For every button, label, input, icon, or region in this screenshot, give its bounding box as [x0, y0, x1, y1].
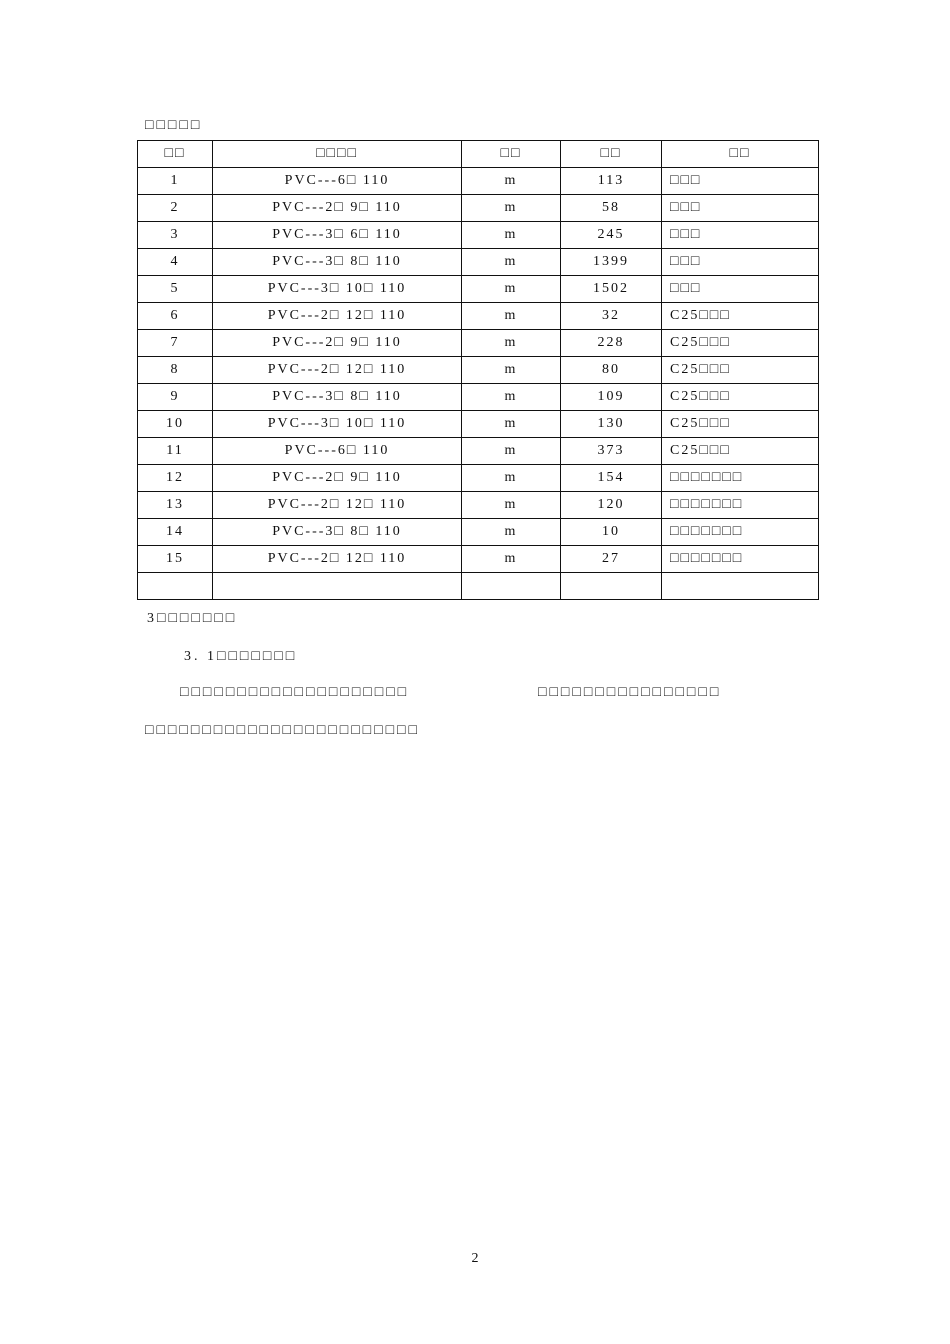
- table-cell-unit: m: [462, 168, 561, 195]
- table-cell-remark: □□□□□□□: [662, 465, 819, 492]
- table-row: [138, 573, 819, 600]
- table-row: [138, 357, 819, 384]
- table-cell-spec: PVC---6□ 110: [213, 438, 462, 465]
- table-cell-index: 12: [138, 465, 213, 492]
- table-cell-remark: □□□: [662, 168, 819, 195]
- table-cell-quantity: 109: [561, 384, 662, 411]
- paragraph-line-1-part-a: □□□□□□□□□□□□□□□□□□□□: [180, 685, 410, 700]
- table-cell-index: 11: [138, 438, 213, 465]
- table-header-row: [138, 141, 819, 168]
- table-cell-spec: [213, 573, 462, 600]
- table-cell-index: 1: [138, 168, 213, 195]
- header-cell-quantity: □□: [561, 141, 662, 168]
- table-row: [138, 438, 819, 465]
- table-cell-unit: m: [462, 276, 561, 303]
- table-cell-unit: [462, 573, 561, 600]
- table-row: [138, 303, 819, 330]
- table-cell-index: 13: [138, 492, 213, 519]
- section-heading-3: 3□□□□□□□: [147, 611, 238, 626]
- table-cell-remark: □□□: [662, 249, 819, 276]
- table-cell-spec: PVC---3□ 8□ 110: [213, 249, 462, 276]
- table-cell-remark: C25□□□: [662, 303, 819, 330]
- table-cell-remark: C25□□□: [662, 384, 819, 411]
- table-cell-quantity: 27: [561, 546, 662, 573]
- table-cell-unit: m: [462, 465, 561, 492]
- table-cell-spec: PVC---6□ 110: [213, 168, 462, 195]
- table-cell-quantity: 80: [561, 357, 662, 384]
- table-cell-quantity: 32: [561, 303, 662, 330]
- section-heading-3-1: 3. 1□□□□□□□: [184, 649, 298, 664]
- table-cell-unit: m: [462, 411, 561, 438]
- table-cell-quantity: 120: [561, 492, 662, 519]
- table-cell-remark: [662, 573, 819, 600]
- table-cell-spec: PVC---2□ 12□ 110: [213, 357, 462, 384]
- table-row: [138, 276, 819, 303]
- table-cell-index: 10: [138, 411, 213, 438]
- header-cell-spec: □□□□: [213, 141, 462, 168]
- table-cell-remark: □□□□□□□: [662, 492, 819, 519]
- table-cell-quantity: [561, 573, 662, 600]
- table-cell-remark: □□□: [662, 195, 819, 222]
- page-number: 2: [471, 1251, 479, 1266]
- table-cell-spec: PVC---2□ 12□ 110: [213, 546, 462, 573]
- table-cell-index: [138, 573, 213, 600]
- table-row: [138, 411, 819, 438]
- table-cell-remark: C25□□□: [662, 438, 819, 465]
- table-cell-unit: m: [462, 222, 561, 249]
- table-cell-spec: PVC---3□ 10□ 110: [213, 276, 462, 303]
- table-cell-spec: PVC---2□ 9□ 110: [213, 195, 462, 222]
- table-row: [138, 384, 819, 411]
- table-cell-index: 6: [138, 303, 213, 330]
- table-cell-index: 8: [138, 357, 213, 384]
- table-body: [138, 141, 819, 600]
- table-cell-unit: m: [462, 519, 561, 546]
- table-cell-unit: m: [462, 195, 561, 222]
- table-cell-quantity: 1502: [561, 276, 662, 303]
- table-cell-quantity: 10: [561, 519, 662, 546]
- table-cell-spec: PVC---2□ 9□ 110: [213, 465, 462, 492]
- header-cell-remark: □□: [662, 141, 819, 168]
- table-cell-remark: C25□□□: [662, 357, 819, 384]
- table-row: [138, 546, 819, 573]
- table-cell-remark: □□□□□□□: [662, 546, 819, 573]
- table-cell-spec: PVC---2□ 9□ 110: [213, 330, 462, 357]
- table-cell-index: 2: [138, 195, 213, 222]
- table-cell-quantity: 58: [561, 195, 662, 222]
- header-cell-index: □□: [138, 141, 213, 168]
- table-row: [138, 330, 819, 357]
- table-cell-quantity: 228: [561, 330, 662, 357]
- table-cell-unit: m: [462, 330, 561, 357]
- table-cell-unit: m: [462, 546, 561, 573]
- table-cell-quantity: 154: [561, 465, 662, 492]
- table-cell-remark: □□□□□□□: [662, 519, 819, 546]
- paragraph-line-1-part-b: □□□□□□□□□□□□□□□□: [538, 685, 722, 700]
- table-cell-remark: □□□: [662, 276, 819, 303]
- table-cell-quantity: 373: [561, 438, 662, 465]
- table-cell-index: 9: [138, 384, 213, 411]
- table-cell-quantity: 113: [561, 168, 662, 195]
- table-row: [138, 492, 819, 519]
- table-row: [138, 195, 819, 222]
- table-cell-spec: PVC---3□ 6□ 110: [213, 222, 462, 249]
- table-cell-index: 7: [138, 330, 213, 357]
- table-cell-index: 4: [138, 249, 213, 276]
- table-caption: □□□□□: [145, 118, 203, 133]
- table-row: [138, 249, 819, 276]
- table-cell-index: 15: [138, 546, 213, 573]
- table-cell-index: 5: [138, 276, 213, 303]
- table-cell-spec: PVC---3□ 8□ 110: [213, 519, 462, 546]
- table-row: [138, 465, 819, 492]
- table-cell-quantity: 245: [561, 222, 662, 249]
- table-cell-spec: PVC---3□ 10□ 110: [213, 411, 462, 438]
- table-cell-unit: m: [462, 303, 561, 330]
- header-cell-unit: □□: [462, 141, 561, 168]
- table-cell-unit: m: [462, 384, 561, 411]
- table-cell-remark: C25□□□: [662, 411, 819, 438]
- table-cell-quantity: 130: [561, 411, 662, 438]
- table-cell-unit: m: [462, 357, 561, 384]
- table-cell-spec: PVC---2□ 12□ 110: [213, 492, 462, 519]
- table-row: [138, 519, 819, 546]
- table-cell-spec: PVC---3□ 8□ 110: [213, 384, 462, 411]
- table-cell-index: 14: [138, 519, 213, 546]
- table-cell-spec: PVC---2□ 12□ 110: [213, 303, 462, 330]
- table-cell-quantity: 1399: [561, 249, 662, 276]
- paragraph-line-2: □□□□□□□□□□□□□□□□□□□□□□□□: [145, 723, 420, 738]
- materials-table: [137, 140, 819, 600]
- table-cell-remark: C25□□□: [662, 330, 819, 357]
- table-row: [138, 222, 819, 249]
- table-row: [138, 168, 819, 195]
- table-cell-index: 3: [138, 222, 213, 249]
- table-cell-remark: □□□: [662, 222, 819, 249]
- table-cell-unit: m: [462, 249, 561, 276]
- table-cell-unit: m: [462, 438, 561, 465]
- table-cell-unit: m: [462, 492, 561, 519]
